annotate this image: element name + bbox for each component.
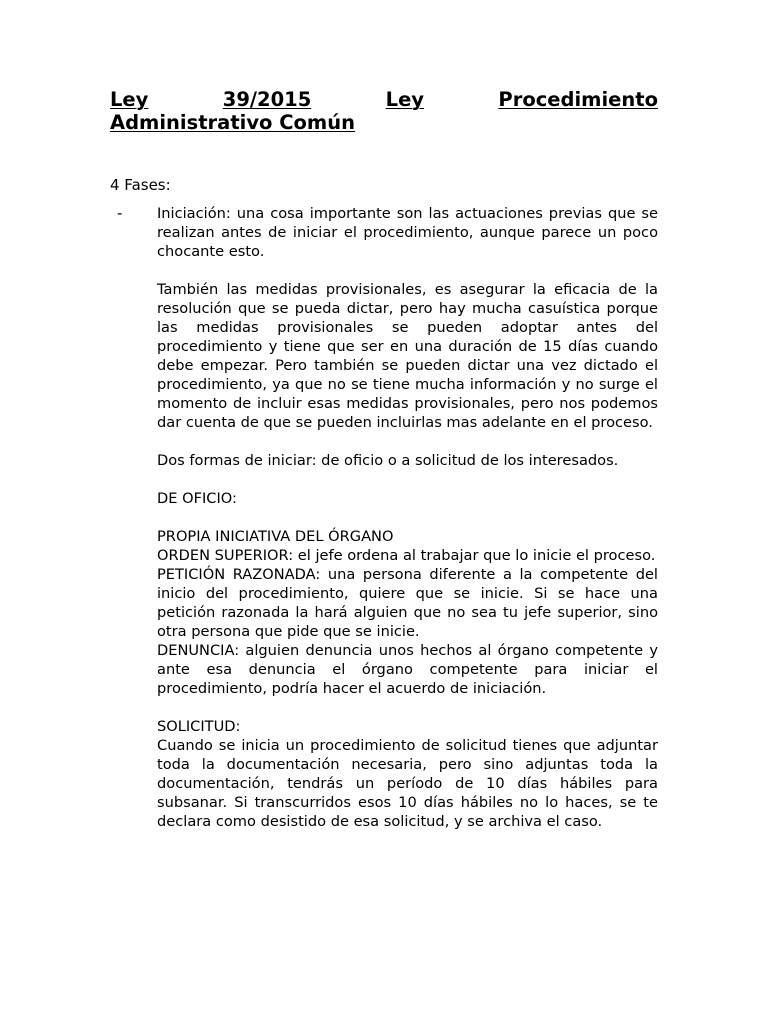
intro-text: 4 Fases:	[110, 176, 171, 194]
oficio-orden-superior: ORDEN SUPERIOR: el jefe ordena al trabajar que lo inicie el proceso.	[157, 547, 656, 564]
paragraph-solicitud: Cuando se inicia un procedimiento de solicitud tienes que adjuntar toda la documentación necesaria, pero sino adjuntas toda la documentación, tendrás un período de 10 días hábiles para subsanar. Si transcurridos esos 10 días hábiles no lo haces, se te declara como desistido de esa solicitud, y se archiva el caso.	[157, 737, 658, 830]
title-line-1	[110, 88, 658, 111]
oficio-propia-iniciativa: PROPIA INICIATIVA DEL ÓRGANO	[157, 528, 394, 545]
oficio-denuncia: DENUNCIA: alguien denuncia unos hechos al órgano competente y ante esa denuncia el órgano competente para iniciar el procedimiento, podría hacer el acuerdo de iniciación.	[157, 642, 658, 697]
paragraph-formas: Dos formas de iniciar: de oficio o a solicitud de los interesados.	[157, 452, 619, 469]
heading-de-oficio: DE OFICIO:	[157, 490, 237, 507]
title-word: Procedimiento	[498, 88, 658, 111]
document-title	[110, 88, 658, 134]
title-line-2: Administrativo Común	[110, 111, 356, 134]
paragraph-medidas: También las medidas provisionales, es asegurar la eficacia de la resolución que se pueda dictar, pero hay mucha casuística porque las medidas provisionales se pueden adoptar antes del procedimiento y tiene que ser en una duración de 15 días cuando debe empezar. Pero también se pueden dictar una vez dictado el procedimiento, ya que no se tiene mucha información y no surge el momento de incluir esas medidas provisionales, pero nos podemos dar cuenta de que se pueden incluirlas mas adelante en el proceso.	[157, 281, 658, 431]
list-item-body	[157, 204, 658, 831]
oficio-peticion-razonada: PETICIÓN RAZONADA: una persona diferente a la competente del inicio del procedimiento, quiere que se inicie. Si se hace una petición razonada la hará alguien que no sea tu jefe superior, sino otra persona que pide que se inicie.	[157, 566, 658, 640]
paragraph-iniciacion: Iniciación: una cosa importante son las actuaciones previas que se realizan antes de iniciar el procedimiento, aunque parece un poco chocante esto.	[157, 205, 658, 260]
bullet-dash: -	[117, 204, 123, 222]
title-word: 39/2015	[222, 88, 312, 111]
title-word: Ley	[385, 88, 425, 111]
heading-solicitud: SOLICITUD:	[157, 718, 241, 735]
title-word: Ley	[110, 88, 149, 111]
